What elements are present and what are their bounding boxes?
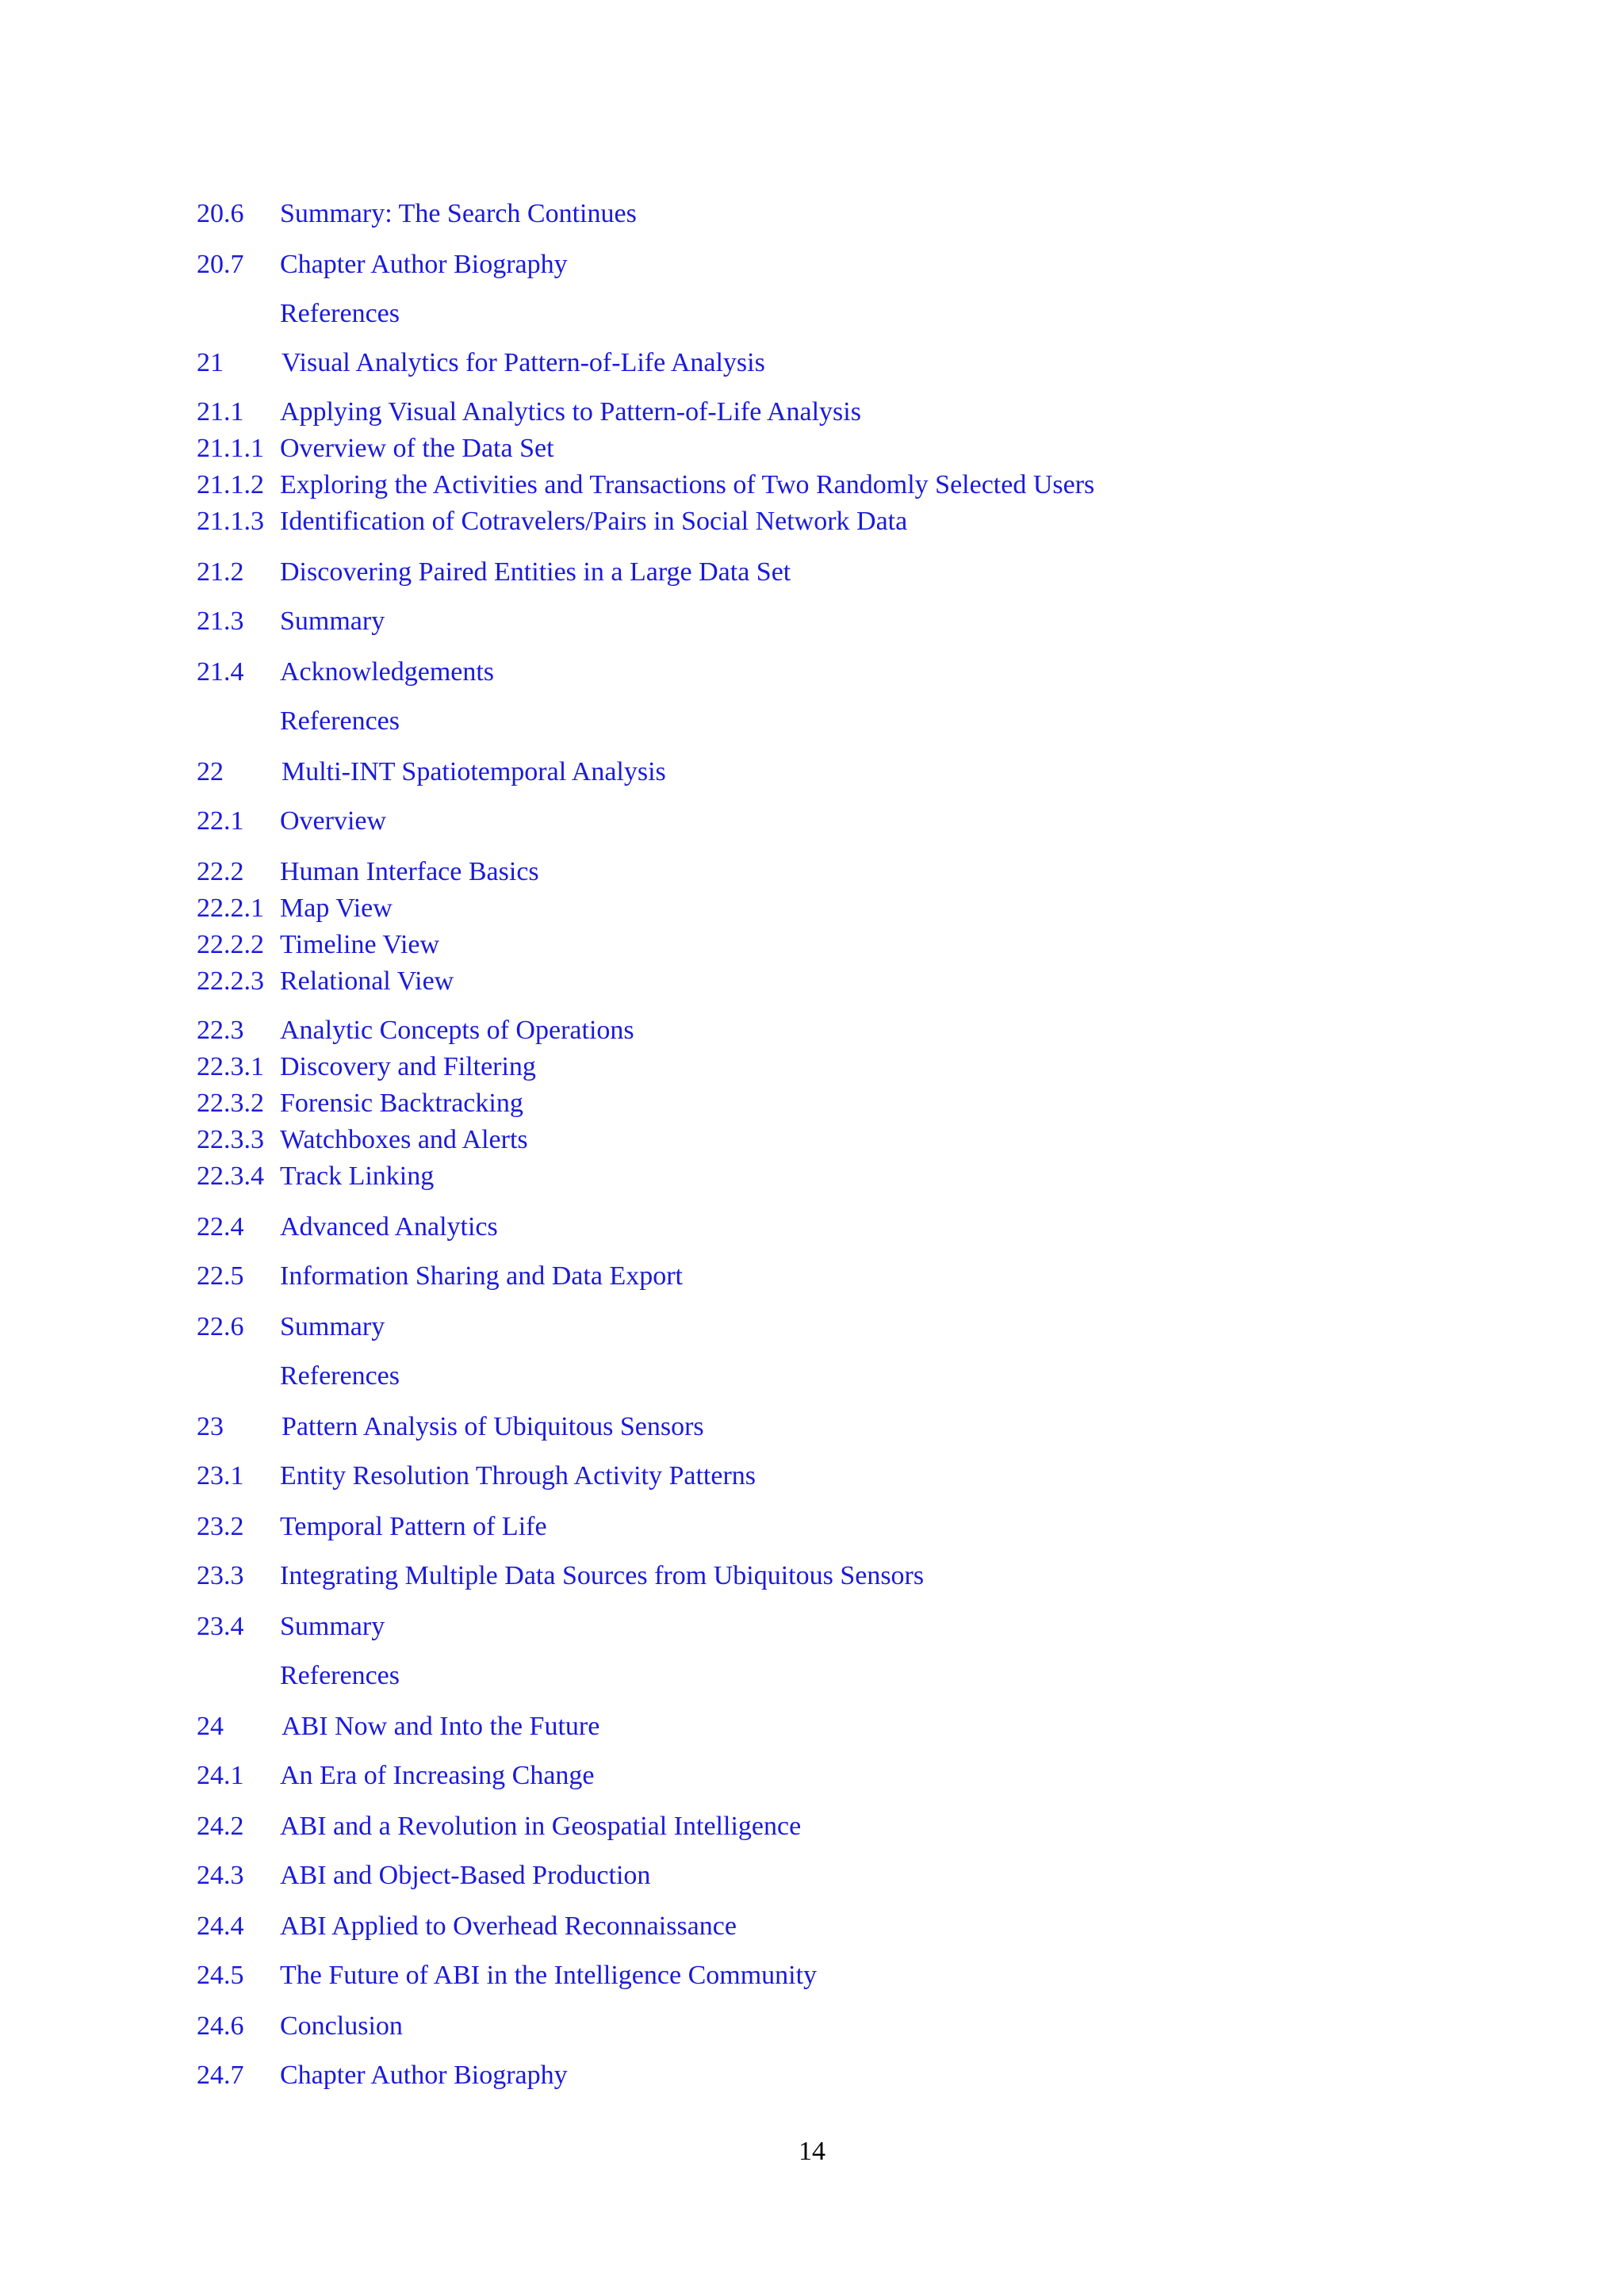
toc-entry-number: 22.2.2: [197, 930, 264, 959]
toc-entry-title[interactable]: An Era of Increasing Change: [280, 1761, 595, 1790]
toc-entry-title[interactable]: Forensic Backtracking: [280, 1089, 523, 1118]
toc-entry-number: 22.4: [197, 1212, 244, 1242]
toc-entry-title[interactable]: Exploring the Activities and Transactions of Two Randomly Selected Users: [280, 470, 1095, 499]
toc-entry-number: 23: [197, 1412, 224, 1441]
toc-entry-title[interactable]: References: [280, 1661, 400, 1690]
toc-entry-title[interactable]: The Future of ABI in the Intelligence Community: [280, 1961, 818, 1990]
toc-entry-title[interactable]: Timeline View: [280, 930, 440, 959]
toc-entry-title[interactable]: Watchboxes and Alerts: [280, 1125, 528, 1154]
toc-entry-title[interactable]: Summary: [280, 1612, 385, 1641]
toc-entry-title[interactable]: Multi-INT Spatiotemporal Analysis: [282, 757, 666, 786]
toc-entry-title[interactable]: Integrating Multiple Data Sources from Ubiquitous Sensors: [280, 1561, 925, 1590]
toc-entry-title[interactable]: Visual Analytics for Pattern-of-Life Analysis: [282, 348, 765, 377]
toc-entry-number: 22: [197, 757, 224, 786]
toc-entry-title[interactable]: Track Linking: [280, 1161, 435, 1191]
toc-entry-title[interactable]: Discovery and Filtering: [280, 1052, 536, 1081]
toc-entry-title[interactable]: ABI Now and Into the Future: [282, 1712, 600, 1741]
toc-entry-number: 23.2: [197, 1512, 244, 1541]
toc-entry-title[interactable]: Information Sharing and Data Export: [280, 1261, 683, 1291]
toc-entry-number: 24.5: [197, 1961, 244, 1990]
toc-entry-title[interactable]: Summary: [280, 1312, 385, 1341]
toc-entry-title[interactable]: Advanced Analytics: [280, 1212, 498, 1242]
toc-entry-number: 21.1: [197, 397, 244, 427]
toc-entry-number: 22.1: [197, 806, 244, 836]
toc-entry-number: 21.2: [197, 557, 244, 587]
toc-entry-number: 22.2.1: [197, 894, 264, 923]
toc-entry-number: 24.3: [197, 1861, 244, 1890]
toc-entry-title[interactable]: Chapter Author Biography: [280, 2061, 568, 2090]
toc-entry-number: 21.1.1: [197, 434, 264, 463]
toc-entry-title[interactable]: Identification of Cotravelers/Pairs in Social Network Data: [280, 507, 908, 536]
toc-entry-number: 22.5: [197, 1261, 244, 1291]
toc-entry-number: 21.1.2: [197, 470, 264, 499]
toc-entry-number: 24.7: [197, 2061, 244, 2090]
toc-entry-number: 22.3.2: [197, 1089, 264, 1118]
toc-entry-title[interactable]: Pattern Analysis of Ubiquitous Sensors: [282, 1412, 704, 1441]
toc-entry-title[interactable]: Overview: [280, 806, 387, 836]
toc-entry-number: 24.2: [197, 1812, 244, 1841]
toc-entry-title[interactable]: Summary: The Search Continues: [280, 199, 637, 228]
toc-entry-number: 24.1: [197, 1761, 244, 1790]
toc-entry-title[interactable]: References: [280, 1361, 400, 1391]
toc-entry-number: 24: [197, 1712, 224, 1741]
toc-entry-title[interactable]: Chapter Author Biography: [280, 250, 568, 279]
toc-entry-title[interactable]: Map View: [280, 894, 393, 923]
toc-entry-title[interactable]: Acknowledgements: [280, 657, 495, 687]
toc-entry-number: 21.4: [197, 657, 244, 687]
toc-entry-title[interactable]: Human Interface Basics: [280, 857, 539, 886]
toc-entry-number: 22.6: [197, 1312, 244, 1341]
toc-entry-number: 22.3: [197, 1016, 244, 1045]
toc-entry-title[interactable]: ABI Applied to Overhead Reconnaissance: [280, 1911, 737, 1941]
toc-entry-number: 22.2: [197, 857, 244, 886]
toc-entry-number: 23.4: [197, 1612, 244, 1641]
toc-entry-number: 23.1: [197, 1461, 244, 1490]
toc-entry-number: 20.6: [197, 199, 244, 228]
toc-entry-title[interactable]: References: [280, 299, 400, 328]
toc-entry-title[interactable]: Analytic Concepts of Operations: [280, 1016, 634, 1045]
toc-entry-title[interactable]: Conclusion: [280, 2011, 403, 2041]
toc-entry-title[interactable]: ABI and Object-Based Production: [280, 1861, 651, 1890]
toc-entry-number: 24.6: [197, 2011, 244, 2041]
toc-entry-number: 22.3.4: [197, 1161, 264, 1191]
toc-entry-title[interactable]: References: [280, 706, 400, 736]
toc-entry-number: 21.3: [197, 607, 244, 636]
toc-entry-title[interactable]: Discovering Paired Entities in a Large Data Set: [280, 557, 791, 587]
toc-entry-number: 23.3: [197, 1561, 244, 1590]
toc-entry-number: 20.7: [197, 250, 244, 279]
toc-entry-title[interactable]: Overview of the Data Set: [280, 434, 554, 463]
toc-entry-number: 24.4: [197, 1911, 244, 1941]
toc-entry-number: 21.1.3: [197, 507, 264, 536]
toc-entry-title[interactable]: Temporal Pattern of Life: [280, 1512, 547, 1541]
toc-entry-title[interactable]: Entity Resolution Through Activity Patterns: [280, 1461, 756, 1490]
toc-entry-title[interactable]: ABI and a Revolution in Geospatial Intelligence: [280, 1812, 802, 1841]
toc-entry-title[interactable]: Summary: [280, 607, 385, 636]
toc-entry-title[interactable]: Applying Visual Analytics to Pattern-of-Life Analysis: [280, 397, 861, 427]
page-number: 14: [799, 2137, 825, 2166]
toc-entry-title[interactable]: Relational View: [280, 966, 454, 996]
toc-entry-number: 22.3.3: [197, 1125, 264, 1154]
toc-entry-number: 22.3.1: [197, 1052, 264, 1081]
toc-entry-number: 22.2.3: [197, 966, 264, 996]
toc-entry-number: 21: [197, 348, 224, 377]
